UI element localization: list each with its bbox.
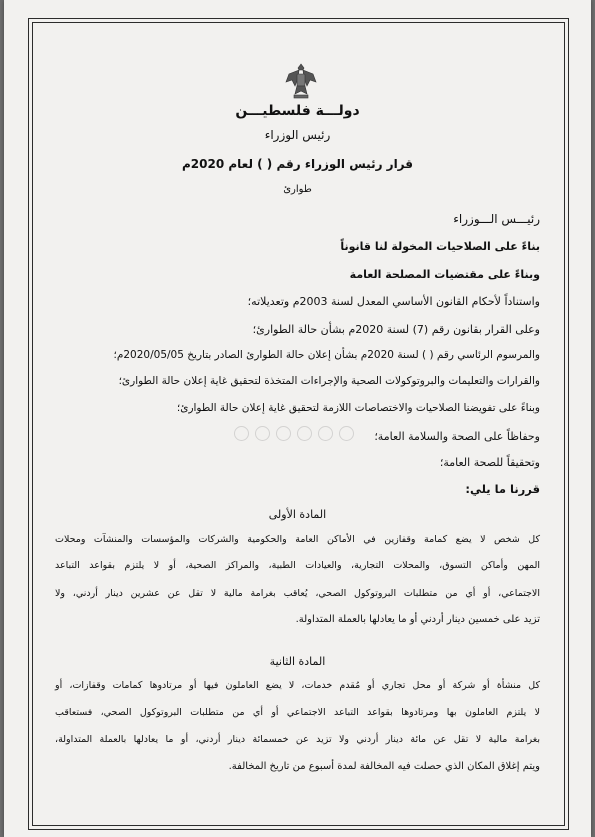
preamble-line: وبناءً على مقتضيات المصلحة العامة — [349, 268, 540, 281]
preamble-line: واستناداً لأحكام القانون الأساسي المعدل لسنة 2003م وتعديلاته؛ — [247, 295, 540, 308]
preamble-line: وحفاظاً على الصحة والسلامة العامة؛ — [374, 430, 540, 443]
article-2-line: ويتم إغلاق المكان الذي حصلت فيه المخالفة لمدة أسبوع من تاريخ المخالفة. — [228, 761, 540, 772]
office-title: رئيس الوزراء — [264, 128, 331, 142]
article-2-heading: المادة الثانية — [269, 655, 326, 668]
article-1-line: كل شخص لا يضع كمامة وقفازين في الأماكن العامة والحكومية والشركات والمؤسسات والمنشآت ومحلات — [55, 534, 540, 545]
preamble-line: والقرارات والتعليمات والبروتوكولات الصحية والإجراءات المتخذة لتحقيق غاية إعلان حالة الطوارئ؛ — [118, 375, 540, 387]
resolution-label: قررنا ما يلي: — [465, 482, 540, 496]
article-1-line: الاجتماعي، أو أي من متطلبات البروتوكول الصحي، يُعاقب بغرامة مالية لا تقل عن عشرين دينار أردني، ولا — [55, 588, 540, 599]
article-2-line: لا يلتزم العاملون بها ومرتادوها بقواعد التباعد الاجتماعي أو أي من متطلبات البروتوكول الصحي، فستعاقب — [55, 707, 540, 718]
preamble-line: والمرسوم الرئاسي رقم ( ) لسنة 2020م بشأن إعلان حالة الطوارئ الصادر بتاريخ 2020/05/05م؛ — [113, 349, 540, 361]
eagle-emblem-icon — [283, 60, 319, 100]
decree-type: طوارئ — [283, 184, 312, 195]
preamble-line: بناءً على الصلاحيات المخولة لنا قانوناً — [340, 240, 540, 253]
article-1-line: المهن وأماكن التسوق، والمحلات التجارية، والعيادات الطبية، والمراكز الصحية، أو لا يلتزم بقواعد التباعد — [55, 560, 540, 571]
document-page — [4, 0, 591, 837]
article-2-line: بغرامة مالية لا تقل عن مائة دينار أردني ولا تزيد عن خمسمائة دينار أردني، أو ما يعادلها بالعملة المتداولة، — [55, 734, 540, 745]
state-name: دولـــة فلسطيـــن — [235, 103, 360, 119]
article-1-line: تزيد على خمسين دينار أردني أو ما يعادلها بالعملة المتداولة. — [295, 614, 540, 625]
preamble-line: وعلى القرار بقانون رقم (7) لسنة 2020م بشأن حالة الطوارئ؛ — [252, 323, 540, 336]
watermark-icons — [224, 426, 364, 444]
issuer-title: رئيـــس الـــوزراء — [453, 212, 540, 226]
preamble-line: وتحقيقاً للصحة العامة؛ — [439, 456, 540, 469]
article-2-line: كل منشأة أو شركة أو محل تجاري أو مُقدم خدمات، لا يضع العاملون فيها أو مرتادوها كمامات وقفازات، أو — [55, 680, 540, 691]
article-1-heading: المادة الأولى — [268, 508, 327, 521]
decree-title: قرار رئيس الوزراء رقم ( ) لعام 2020م — [182, 157, 413, 171]
preamble-line: وبناءً على تفويضنا الصلاحيات والاختصاصات اللازمة لتحقيق غاية إعلان حالة الطوارئ؛ — [176, 402, 540, 414]
